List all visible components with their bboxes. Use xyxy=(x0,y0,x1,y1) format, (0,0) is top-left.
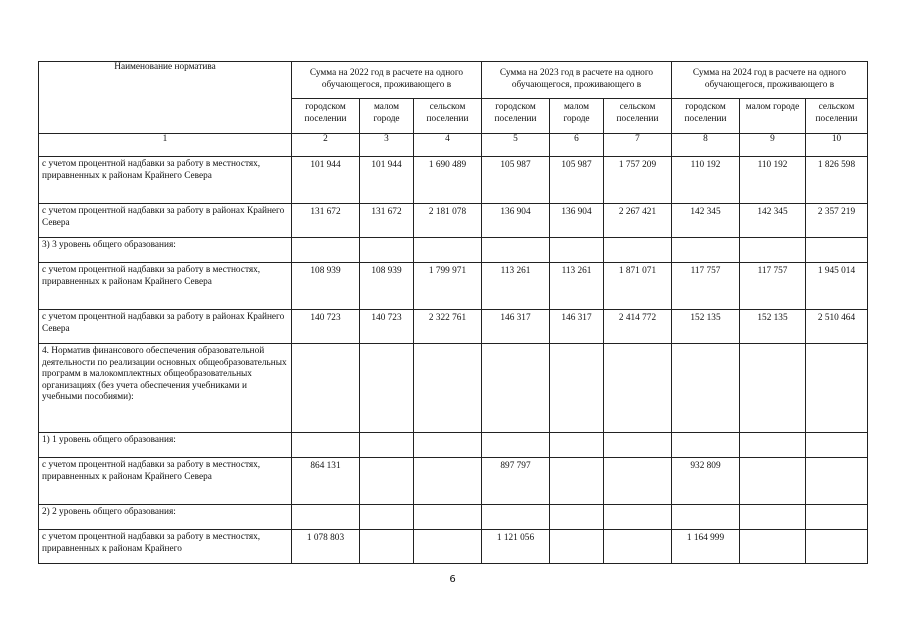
table-row xyxy=(39,458,868,505)
value-cell xyxy=(740,505,806,530)
value-cell xyxy=(740,433,806,458)
value-cell xyxy=(550,238,604,263)
subcol-rural: сельском поселении xyxy=(806,99,868,134)
value-cell: 142 345 xyxy=(672,204,740,238)
year-2022-header: Сумма на 2022 год в расчете на одного обучающегося, проживающего в xyxy=(292,62,482,99)
value-cell xyxy=(672,344,740,433)
table-row xyxy=(39,204,868,238)
value-cell: 1 871 071 xyxy=(604,263,672,310)
value-cell xyxy=(604,458,672,505)
value-cell xyxy=(740,530,806,564)
value-cell xyxy=(482,433,550,458)
table-row xyxy=(39,344,868,433)
value-cell: 136 904 xyxy=(482,204,550,238)
value-cell xyxy=(806,458,868,505)
value-cell: 131 672 xyxy=(360,204,414,238)
value-cell: 2 414 772 xyxy=(604,310,672,344)
column-number: 10 xyxy=(806,134,868,157)
value-cell: 101 944 xyxy=(360,157,414,204)
value-cell xyxy=(740,458,806,505)
column-number: 7 xyxy=(604,134,672,157)
row-label: с учетом процентной надбавки за работу в районах Крайнего Севера xyxy=(39,310,292,344)
value-cell xyxy=(414,238,482,263)
value-cell xyxy=(806,238,868,263)
value-cell: 1 757 209 xyxy=(604,157,672,204)
value-cell xyxy=(360,505,414,530)
column-number: 2 xyxy=(292,134,360,157)
column-number: 5 xyxy=(482,134,550,157)
value-cell: 152 135 xyxy=(672,310,740,344)
row-label: с учетом процентной надбавки за работу в районах Крайнего Севера xyxy=(39,204,292,238)
value-cell: 113 261 xyxy=(550,263,604,310)
value-cell: 146 317 xyxy=(482,310,550,344)
value-cell xyxy=(604,433,672,458)
value-cell xyxy=(604,530,672,564)
value-cell: 1 121 056 xyxy=(482,530,550,564)
value-cell: 117 757 xyxy=(672,263,740,310)
value-cell xyxy=(550,433,604,458)
table-row xyxy=(39,263,868,310)
value-cell xyxy=(414,530,482,564)
value-cell xyxy=(672,433,740,458)
value-cell: 110 192 xyxy=(672,157,740,204)
value-cell xyxy=(414,505,482,530)
column-number-row xyxy=(39,134,868,157)
value-cell: 864 131 xyxy=(292,458,360,505)
value-cell xyxy=(550,505,604,530)
value-cell: 932 809 xyxy=(672,458,740,505)
section-label: 4. Норматив финансового обеспечения образовательной деятельности по реализации основных общеобразовательных программ в малокомплектных общеобразовательных организациях (без учета обеспечения учебниками и учебными пособиями): xyxy=(39,344,292,433)
value-cell: 105 987 xyxy=(550,157,604,204)
value-cell: 2 510 464 xyxy=(806,310,868,344)
normatives-table xyxy=(38,61,868,564)
value-cell: 1 164 999 xyxy=(672,530,740,564)
value-cell xyxy=(414,433,482,458)
value-cell xyxy=(482,238,550,263)
value-cell xyxy=(550,344,604,433)
row-label: с учетом процентной надбавки за работу в местностях, приравненных к районам Крайнего Севера xyxy=(39,458,292,505)
subcol-small-town: малом городе xyxy=(360,99,414,134)
row-label: с учетом процентной надбавки за работу в местностях, приравненных к районам Крайнего Севера xyxy=(39,157,292,204)
value-cell: 1 690 489 xyxy=(414,157,482,204)
table-row xyxy=(39,530,868,564)
value-cell xyxy=(672,238,740,263)
value-cell: 117 757 xyxy=(740,263,806,310)
value-cell xyxy=(360,530,414,564)
name-column-header: Наименование норматива xyxy=(39,62,292,134)
value-cell: 146 317 xyxy=(550,310,604,344)
table-row xyxy=(39,505,868,530)
subcol-urban: городском поселении xyxy=(292,99,360,134)
section-label: 1) 1 уровень общего образования: xyxy=(39,433,292,458)
row-label: с учетом процентной надбавки за работу в местностях, приравненных к районам Крайнего Севера xyxy=(39,263,292,310)
subcol-small-town: малом городе xyxy=(550,99,604,134)
value-cell: 152 135 xyxy=(740,310,806,344)
section-label: 2) 2 уровень общего образования: xyxy=(39,505,292,530)
value-cell: 2 357 219 xyxy=(806,204,868,238)
value-cell xyxy=(740,344,806,433)
subcol-urban: городском поселении xyxy=(482,99,550,134)
value-cell xyxy=(292,238,360,263)
table-row xyxy=(39,310,868,344)
header-row-groups xyxy=(39,62,868,99)
value-cell xyxy=(292,433,360,458)
table-row xyxy=(39,433,868,458)
value-cell: 101 944 xyxy=(292,157,360,204)
subcol-urban: городском поселении xyxy=(672,99,740,134)
value-cell: 140 723 xyxy=(360,310,414,344)
value-cell xyxy=(550,458,604,505)
value-cell xyxy=(360,433,414,458)
value-cell: 136 904 xyxy=(550,204,604,238)
value-cell xyxy=(482,505,550,530)
column-number: 3 xyxy=(360,134,414,157)
value-cell xyxy=(360,344,414,433)
table-row xyxy=(39,238,868,263)
value-cell xyxy=(672,505,740,530)
value-cell xyxy=(604,238,672,263)
year-2024-header: Сумма на 2024 год в расчете на одного обучающегося, проживающего в xyxy=(672,62,868,99)
value-cell: 140 723 xyxy=(292,310,360,344)
row-label: с учетом процентной надбавки за работу в местностях, приравненных к районам Крайнего xyxy=(39,530,292,564)
value-cell: 110 192 xyxy=(740,157,806,204)
value-cell: 1 945 014 xyxy=(806,263,868,310)
value-cell xyxy=(414,458,482,505)
value-cell xyxy=(604,505,672,530)
column-number: 4 xyxy=(414,134,482,157)
value-cell: 108 939 xyxy=(292,263,360,310)
value-cell: 2 267 421 xyxy=(604,204,672,238)
value-cell: 142 345 xyxy=(740,204,806,238)
value-cell: 897 797 xyxy=(482,458,550,505)
column-number: 6 xyxy=(550,134,604,157)
section-label: 3) 3 уровень общего образования: xyxy=(39,238,292,263)
value-cell xyxy=(360,238,414,263)
column-number: 8 xyxy=(672,134,740,157)
value-cell xyxy=(806,344,868,433)
value-cell xyxy=(740,238,806,263)
column-number: 9 xyxy=(740,134,806,157)
value-cell xyxy=(806,530,868,564)
value-cell xyxy=(550,530,604,564)
value-cell: 131 672 xyxy=(292,204,360,238)
value-cell xyxy=(806,505,868,530)
value-cell xyxy=(482,344,550,433)
value-cell xyxy=(604,344,672,433)
table-row xyxy=(39,157,868,204)
value-cell xyxy=(360,458,414,505)
value-cell: 2 322 761 xyxy=(414,310,482,344)
page-number: 6 xyxy=(449,574,456,585)
value-cell xyxy=(292,505,360,530)
value-cell: 1 799 971 xyxy=(414,263,482,310)
value-cell: 113 261 xyxy=(482,263,550,310)
column-number: 1 xyxy=(39,134,292,157)
value-cell: 1 826 598 xyxy=(806,157,868,204)
value-cell xyxy=(806,433,868,458)
value-cell: 108 939 xyxy=(360,263,414,310)
value-cell xyxy=(292,344,360,433)
value-cell: 1 078 803 xyxy=(292,530,360,564)
subcol-small-town: малом городе xyxy=(740,99,806,134)
year-2023-header: Сумма на 2023 год в расчете на одного обучающегося, проживающего в xyxy=(482,62,672,99)
value-cell xyxy=(414,344,482,433)
subcol-rural: сельском поселении xyxy=(604,99,672,134)
subcol-rural: сельском поселении xyxy=(414,99,482,134)
value-cell: 105 987 xyxy=(482,157,550,204)
value-cell: 2 181 078 xyxy=(414,204,482,238)
